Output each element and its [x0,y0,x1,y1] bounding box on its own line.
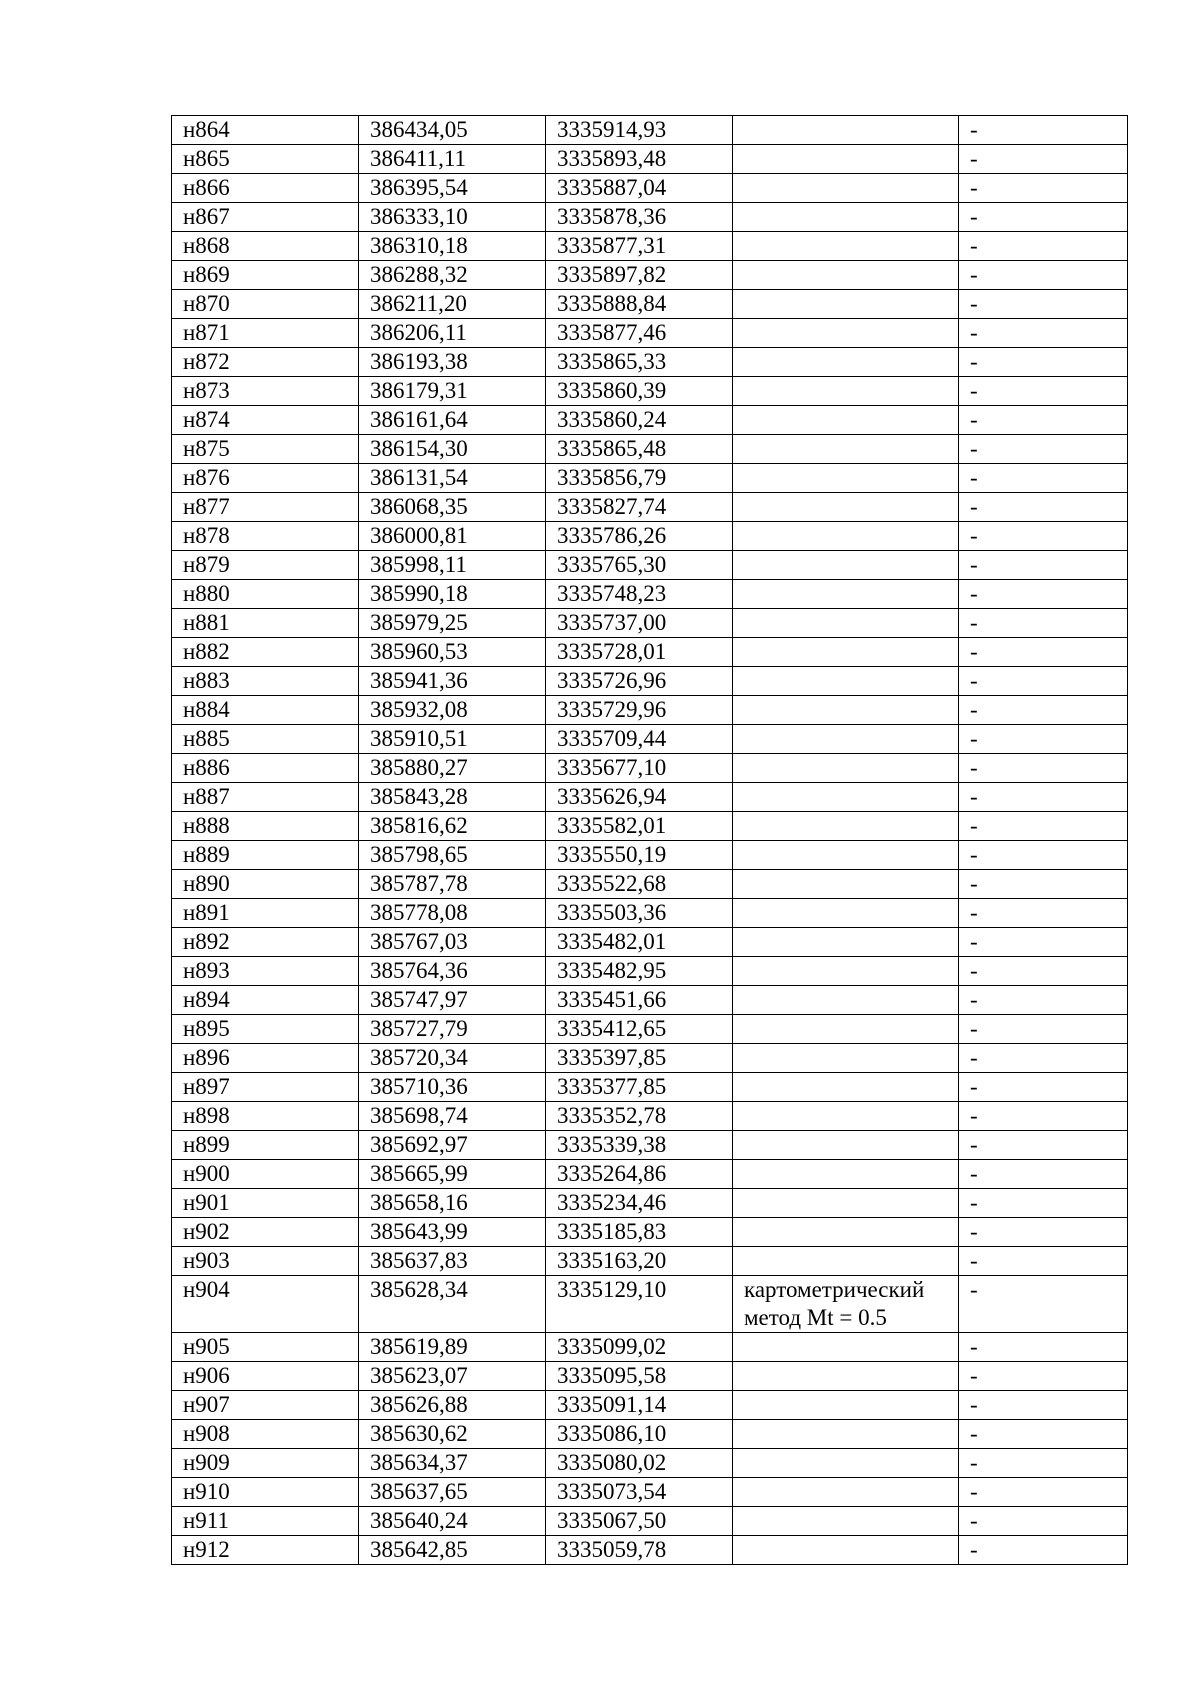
table-row [172,406,1128,435]
note-cell: - [959,145,1128,174]
x-coordinate-cell: 386310,18 [359,232,546,261]
y-coordinate-cell: 3335728,01 [546,638,733,667]
point-id-cell: н899 [172,1131,359,1160]
note-cell: - [959,841,1128,870]
y-coordinate-cell: 3335412,65 [546,1015,733,1044]
note-cell: - [959,1189,1128,1218]
table-row [172,1131,1128,1160]
point-id-cell: н871 [172,319,359,348]
point-id-cell: н905 [172,1333,359,1362]
point-id-cell: н868 [172,232,359,261]
y-coordinate-cell: 3335737,00 [546,609,733,638]
x-coordinate-cell: 385643,99 [359,1218,546,1247]
y-coordinate-cell: 3335397,85 [546,1044,733,1073]
x-coordinate-cell: 385979,25 [359,609,546,638]
method-cell [733,899,959,928]
note-cell: - [959,1218,1128,1247]
point-id-cell: н884 [172,696,359,725]
point-id-cell: н889 [172,841,359,870]
method-cell [733,116,959,145]
point-id-cell: н881 [172,609,359,638]
note-cell: - [959,522,1128,551]
table-row [172,754,1128,783]
table-row [172,1449,1128,1478]
y-coordinate-cell: 3335888,84 [546,290,733,319]
table-row [172,1073,1128,1102]
y-coordinate-cell: 3335163,20 [546,1247,733,1276]
note-cell: - [959,957,1128,986]
x-coordinate-cell: 385720,34 [359,1044,546,1073]
y-coordinate-cell: 3335748,23 [546,580,733,609]
table-row [172,464,1128,493]
x-coordinate-cell: 385960,53 [359,638,546,667]
method-cell [733,290,959,319]
table-row [172,1333,1128,1362]
coordinates-table-body [172,116,1128,1565]
x-coordinate-cell: 385998,11 [359,551,546,580]
note-cell: - [959,1420,1128,1449]
note-cell: - [959,348,1128,377]
x-coordinate-cell: 385634,37 [359,1449,546,1478]
method-cell [733,464,959,493]
point-id-cell: н902 [172,1218,359,1247]
y-coordinate-cell: 3335893,48 [546,145,733,174]
table-row [172,696,1128,725]
table-row [172,522,1128,551]
note-cell: - [959,290,1128,319]
table-row [172,986,1128,1015]
x-coordinate-cell: 385727,79 [359,1015,546,1044]
y-coordinate-cell: 3335786,26 [546,522,733,551]
x-coordinate-cell: 386193,38 [359,348,546,377]
x-coordinate-cell: 385787,78 [359,870,546,899]
point-id-cell: н900 [172,1160,359,1189]
method-cell [733,1247,959,1276]
y-coordinate-cell: 3335185,83 [546,1218,733,1247]
table-row [172,1276,1128,1333]
method-cell [733,957,959,986]
point-id-cell: н897 [172,1073,359,1102]
note-cell: - [959,986,1128,1015]
table-row [172,116,1128,145]
y-coordinate-cell: 3335099,02 [546,1333,733,1362]
table-row [172,812,1128,841]
note-cell: - [959,493,1128,522]
y-coordinate-cell: 3335073,54 [546,1478,733,1507]
y-coordinate-cell: 3335482,95 [546,957,733,986]
table-row [172,725,1128,754]
method-cell [733,406,959,435]
table-row [172,145,1128,174]
method-cell [733,261,959,290]
x-coordinate-cell: 385778,08 [359,899,546,928]
x-coordinate-cell: 385698,74 [359,1102,546,1131]
note-cell: - [959,464,1128,493]
point-id-cell: н875 [172,435,359,464]
point-id-cell: н898 [172,1102,359,1131]
note-cell: - [959,1276,1128,1333]
y-coordinate-cell: 3335765,30 [546,551,733,580]
method-cell [733,435,959,464]
table-row [172,1044,1128,1073]
table-row [172,1102,1128,1131]
note-cell: - [959,638,1128,667]
point-id-cell: н896 [172,1044,359,1073]
y-coordinate-cell: 3335451,66 [546,986,733,1015]
table-row [172,1478,1128,1507]
y-coordinate-cell: 3335067,50 [546,1507,733,1536]
table-row [172,319,1128,348]
y-coordinate-cell: 3335860,24 [546,406,733,435]
method-cell [733,725,959,754]
y-coordinate-cell: 3335726,96 [546,667,733,696]
method-cell [733,696,959,725]
point-id-cell: н865 [172,145,359,174]
method-cell [733,1160,959,1189]
note-cell: - [959,783,1128,812]
y-coordinate-cell: 3335080,02 [546,1449,733,1478]
x-coordinate-cell: 386211,20 [359,290,546,319]
point-id-cell: н866 [172,174,359,203]
table-row [172,290,1128,319]
method-cell [733,551,959,580]
note-cell: - [959,1507,1128,1536]
x-coordinate-cell: 385747,97 [359,986,546,1015]
table-row [172,870,1128,899]
note-cell: - [959,609,1128,638]
method-cell [733,174,959,203]
y-coordinate-cell: 3335877,46 [546,319,733,348]
method-cell [733,1073,959,1102]
y-coordinate-cell: 3335897,82 [546,261,733,290]
y-coordinate-cell: 3335377,85 [546,1073,733,1102]
x-coordinate-cell: 385640,24 [359,1507,546,1536]
y-coordinate-cell: 3335129,10 [546,1276,733,1333]
note-cell: - [959,1102,1128,1131]
method-cell [733,1189,959,1218]
point-id-cell: н867 [172,203,359,232]
note-cell: - [959,261,1128,290]
point-id-cell: н907 [172,1391,359,1420]
y-coordinate-cell: 3335503,36 [546,899,733,928]
note-cell: - [959,696,1128,725]
note-cell: - [959,899,1128,928]
point-id-cell: н910 [172,1478,359,1507]
y-coordinate-cell: 3335626,94 [546,783,733,812]
table-row [172,1362,1128,1391]
table-row [172,551,1128,580]
y-coordinate-cell: 3335091,14 [546,1391,733,1420]
y-coordinate-cell: 3335482,01 [546,928,733,957]
method-cell [733,1362,959,1391]
y-coordinate-cell: 3335339,38 [546,1131,733,1160]
y-coordinate-cell: 3335677,10 [546,754,733,783]
method-cell [733,493,959,522]
method-cell [733,754,959,783]
x-coordinate-cell: 386395,54 [359,174,546,203]
point-id-cell: н912 [172,1536,359,1565]
y-coordinate-cell: 3335264,86 [546,1160,733,1189]
point-id-cell: н906 [172,1362,359,1391]
x-coordinate-cell: 385642,85 [359,1536,546,1565]
y-coordinate-cell: 3335729,96 [546,696,733,725]
method-cell [733,522,959,551]
point-id-cell: н885 [172,725,359,754]
method-cell [733,1131,959,1160]
method-cell [733,203,959,232]
y-coordinate-cell: 3335887,04 [546,174,733,203]
method-cell [733,1102,959,1131]
point-id-cell: н908 [172,1420,359,1449]
note-cell: - [959,812,1128,841]
y-coordinate-cell: 3335827,74 [546,493,733,522]
y-coordinate-cell: 3335856,79 [546,464,733,493]
table-row [172,174,1128,203]
x-coordinate-cell: 386131,54 [359,464,546,493]
point-id-cell: н887 [172,783,359,812]
point-id-cell: н874 [172,406,359,435]
table-row [172,609,1128,638]
point-id-cell: н901 [172,1189,359,1218]
table-row [172,1247,1128,1276]
note-cell: - [959,232,1128,261]
x-coordinate-cell: 386288,32 [359,261,546,290]
method-cell: картометрический метод Mt = 0.5 [733,1276,959,1333]
note-cell: - [959,435,1128,464]
x-coordinate-cell: 386000,81 [359,522,546,551]
x-coordinate-cell: 385665,99 [359,1160,546,1189]
note-cell: - [959,377,1128,406]
x-coordinate-cell: 386206,11 [359,319,546,348]
x-coordinate-cell: 385764,36 [359,957,546,986]
table-row [172,899,1128,928]
x-coordinate-cell: 385710,36 [359,1073,546,1102]
y-coordinate-cell: 3335086,10 [546,1420,733,1449]
point-id-cell: н890 [172,870,359,899]
table-row [172,580,1128,609]
coordinates-table [171,115,1128,1565]
point-id-cell: н895 [172,1015,359,1044]
method-cell [733,1015,959,1044]
x-coordinate-cell: 385619,89 [359,1333,546,1362]
note-cell: - [959,203,1128,232]
note-cell: - [959,667,1128,696]
method-cell [733,1507,959,1536]
table-row [172,783,1128,812]
point-id-cell: н904 [172,1276,359,1333]
table-row [172,1218,1128,1247]
note-cell: - [959,1536,1128,1565]
table-row [172,1189,1128,1218]
note-cell: - [959,725,1128,754]
method-cell [733,609,959,638]
method-cell [733,841,959,870]
note-cell: - [959,754,1128,783]
point-id-cell: н869 [172,261,359,290]
y-coordinate-cell: 3335582,01 [546,812,733,841]
x-coordinate-cell: 385658,16 [359,1189,546,1218]
y-coordinate-cell: 3335914,93 [546,116,733,145]
point-id-cell: н891 [172,899,359,928]
point-id-cell: н872 [172,348,359,377]
table-row [172,1391,1128,1420]
point-id-cell: н893 [172,957,359,986]
table-row [172,1507,1128,1536]
x-coordinate-cell: 386411,11 [359,145,546,174]
x-coordinate-cell: 386161,64 [359,406,546,435]
table-row [172,203,1128,232]
point-id-cell: н883 [172,667,359,696]
x-coordinate-cell: 385626,88 [359,1391,546,1420]
method-cell [733,1218,959,1247]
x-coordinate-cell: 385798,65 [359,841,546,870]
y-coordinate-cell: 3335352,78 [546,1102,733,1131]
y-coordinate-cell: 3335059,78 [546,1536,733,1565]
x-coordinate-cell: 385637,65 [359,1478,546,1507]
method-cell [733,1420,959,1449]
note-cell: - [959,1015,1128,1044]
x-coordinate-cell: 386434,05 [359,116,546,145]
note-cell: - [959,1247,1128,1276]
table-row [172,957,1128,986]
note-cell: - [959,1391,1128,1420]
method-cell [733,319,959,348]
table-row [172,638,1128,667]
method-cell [733,145,959,174]
point-id-cell: н876 [172,464,359,493]
x-coordinate-cell: 386333,10 [359,203,546,232]
table-row [172,348,1128,377]
note-cell: - [959,319,1128,348]
table-row [172,232,1128,261]
y-coordinate-cell: 3335522,68 [546,870,733,899]
x-coordinate-cell: 385880,27 [359,754,546,783]
x-coordinate-cell: 385843,28 [359,783,546,812]
method-cell [733,638,959,667]
point-id-cell: н879 [172,551,359,580]
table-row [172,1536,1128,1565]
point-id-cell: н878 [172,522,359,551]
point-id-cell: н903 [172,1247,359,1276]
note-cell: - [959,116,1128,145]
y-coordinate-cell: 3335860,39 [546,377,733,406]
method-cell [733,667,959,696]
method-cell [733,580,959,609]
method-cell [733,348,959,377]
note-cell: - [959,580,1128,609]
table-row [172,928,1128,957]
point-id-cell: н864 [172,116,359,145]
note-cell: - [959,1160,1128,1189]
table-row [172,1420,1128,1449]
point-id-cell: н877 [172,493,359,522]
point-id-cell: н909 [172,1449,359,1478]
note-cell: - [959,1362,1128,1391]
table-row [172,1160,1128,1189]
x-coordinate-cell: 385910,51 [359,725,546,754]
y-coordinate-cell: 3335234,46 [546,1189,733,1218]
table-row [172,435,1128,464]
method-cell [733,377,959,406]
method-cell [733,812,959,841]
note-cell: - [959,551,1128,580]
point-id-cell: н886 [172,754,359,783]
point-id-cell: н873 [172,377,359,406]
x-coordinate-cell: 385637,83 [359,1247,546,1276]
method-cell [733,1449,959,1478]
y-coordinate-cell: 3335877,31 [546,232,733,261]
x-coordinate-cell: 386068,35 [359,493,546,522]
method-cell [733,870,959,899]
x-coordinate-cell: 385932,08 [359,696,546,725]
x-coordinate-cell: 385990,18 [359,580,546,609]
point-id-cell: н880 [172,580,359,609]
y-coordinate-cell: 3335865,33 [546,348,733,377]
note-cell: - [959,1044,1128,1073]
note-cell: - [959,1333,1128,1362]
x-coordinate-cell: 385692,97 [359,1131,546,1160]
x-coordinate-cell: 385628,34 [359,1276,546,1333]
method-cell [733,1333,959,1362]
point-id-cell: н888 [172,812,359,841]
note-cell: - [959,1478,1128,1507]
x-coordinate-cell: 385623,07 [359,1362,546,1391]
point-id-cell: н870 [172,290,359,319]
point-id-cell: н894 [172,986,359,1015]
table-row [172,841,1128,870]
note-cell: - [959,1449,1128,1478]
table-row [172,667,1128,696]
x-coordinate-cell: 385816,62 [359,812,546,841]
point-id-cell: н882 [172,638,359,667]
table-row [172,377,1128,406]
note-cell: - [959,1073,1128,1102]
y-coordinate-cell: 3335865,48 [546,435,733,464]
x-coordinate-cell: 386154,30 [359,435,546,464]
x-coordinate-cell: 385941,36 [359,667,546,696]
x-coordinate-cell: 385767,03 [359,928,546,957]
note-cell: - [959,174,1128,203]
y-coordinate-cell: 3335095,58 [546,1362,733,1391]
note-cell: - [959,928,1128,957]
table-row [172,261,1128,290]
method-cell [733,986,959,1015]
y-coordinate-cell: 3335709,44 [546,725,733,754]
method-cell [733,1536,959,1565]
point-id-cell: н911 [172,1507,359,1536]
note-cell: - [959,1131,1128,1160]
method-cell [733,928,959,957]
note-cell: - [959,870,1128,899]
y-coordinate-cell: 3335878,36 [546,203,733,232]
method-cell [733,783,959,812]
y-coordinate-cell: 3335550,19 [546,841,733,870]
table-row [172,493,1128,522]
method-cell [733,1478,959,1507]
table-row [172,1015,1128,1044]
note-cell: - [959,406,1128,435]
method-cell [733,1044,959,1073]
method-cell [733,1391,959,1420]
x-coordinate-cell: 386179,31 [359,377,546,406]
x-coordinate-cell: 385630,62 [359,1420,546,1449]
method-cell [733,232,959,261]
point-id-cell: н892 [172,928,359,957]
